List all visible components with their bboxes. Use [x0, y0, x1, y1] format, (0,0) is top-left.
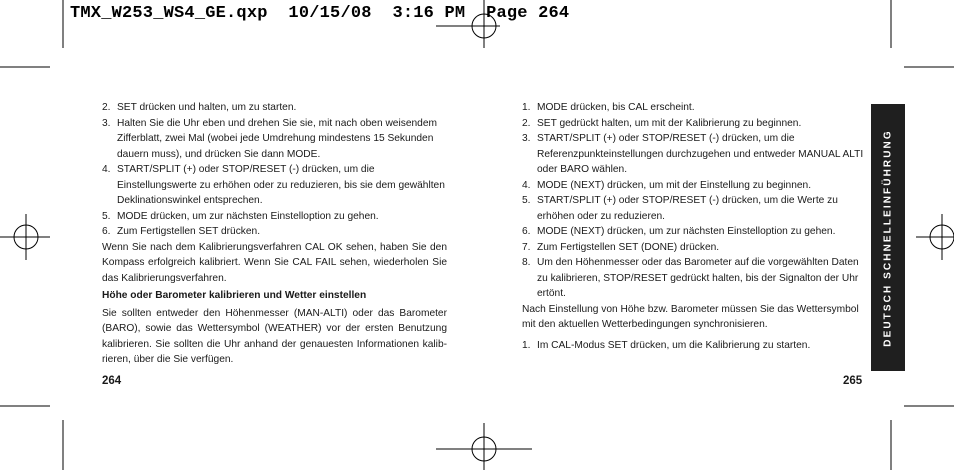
list-item: 8. Um den Höhenmesser oder das Barometer auf die vorgewählten Daten zu kalibrieren, STOP/RESET gedrückt halten, bis der Signalton der Uhr ertönt.: [522, 257, 859, 299]
list-item: 6. MODE (NEXT) drücken, um zur nächsten Einstelloption zu gehen.: [522, 226, 836, 237]
list-item: 3. START/SPLIT (+) oder STOP/RESET (-) drücken, um die Referenzpunkteinstellungen durchzugehen und entweder MANUAL ALTI oder BARO wählen.: [522, 133, 864, 175]
page-number-left: 264: [102, 375, 122, 387]
left-page-content: [102, 100, 447, 368]
registration-mark-bottom: [436, 423, 532, 470]
list-item: 1. MODE drücken, bis CAL erscheint.: [522, 102, 695, 113]
list-item: 6. Zum Fertigstellen SET drücken.: [102, 226, 261, 237]
calibration-steps-list: [102, 100, 447, 240]
compass-result-paragraph: Wenn Sie nach dem Kalibrierungsverfahren CAL OK sehen, haben Sie den Kompass erfolgreich kalibriert. Wenn Sie CAL FAIL sehen, wiederholen Sie das Kalibrierungsverfahren.: [102, 241, 447, 284]
altimeter-intro-paragraph: Sie sollten entweder den Höhenmesser (MAN-ALTI) oder das Barometer (BARO), sowie das Wettersymbol (WEATHER) vor der ersten Benutzung kalibrieren. Sie sollten die Uhr anhand der genauesten Informationen kalib-rieren, über die Sie verfügen.: [102, 307, 447, 365]
altimeter-steps-list: [522, 100, 867, 302]
list-item: 4. START/SPLIT (+) oder STOP/RESET (-) drücken, um die Einstellungswerte zu erhöhen oder zu reduzieren, bis sie dem gewählten Deklinationswinkel entsprechen.: [102, 164, 445, 206]
page-number-right: 265: [843, 375, 863, 387]
list-item: 5. START/SPLIT (+) oder STOP/RESET (-) drücken, um die Werte zu erhöhen oder zu reduzieren.: [522, 195, 838, 222]
weather-sync-paragraph: Nach Einstellung von Höhe bzw. Barometer müssen Sie das Wettersymbol mit den aktuellen Wetterbedingungen synchronisieren.: [522, 303, 859, 330]
list-item: 1. Im CAL-Modus SET drücken, um die Kalibrierung zu starten.: [522, 339, 811, 351]
list-item: 2. SET gedrückt halten, um mit der Kalibrierung zu beginnen.: [522, 117, 802, 129]
list-item: 5. MODE drücken, um zur nächsten Einstelloption zu gehen.: [102, 210, 379, 222]
list-item: 4. MODE (NEXT) drücken, um mit der Einstellung zu beginnen.: [522, 179, 812, 191]
registration-mark-left: [0, 214, 50, 260]
language-side-tab: [871, 104, 905, 371]
weather-steps-list: [522, 338, 867, 354]
registration-mark-right: [916, 214, 954, 260]
side-tab-label: DEUTSCH SCHNELLEINFÜHRUNG: [882, 128, 894, 347]
list-item: 3. Halten Sie die Uhr eben und drehen Sie sie, mit nach oben weisendem Zifferblatt, zwei Mal (wobei jede Umdrehung mindestens 15 Sekunden dauern muss), und drücken Sie dann MODE.: [102, 117, 437, 160]
print-slug-header: TMX_W253_WS4_GE.qxp 10/15/08 3:16 PM Page 264: [70, 4, 570, 23]
right-page-content: [522, 100, 867, 353]
section-heading: Höhe oder Barometer kalibrieren und Wetter einstellen: [102, 290, 367, 301]
list-item: 2. SET drücken und halten, um zu starten.: [102, 102, 297, 113]
list-item: 7. Zum Fertigstellen SET (DONE) drücken.: [522, 241, 720, 253]
